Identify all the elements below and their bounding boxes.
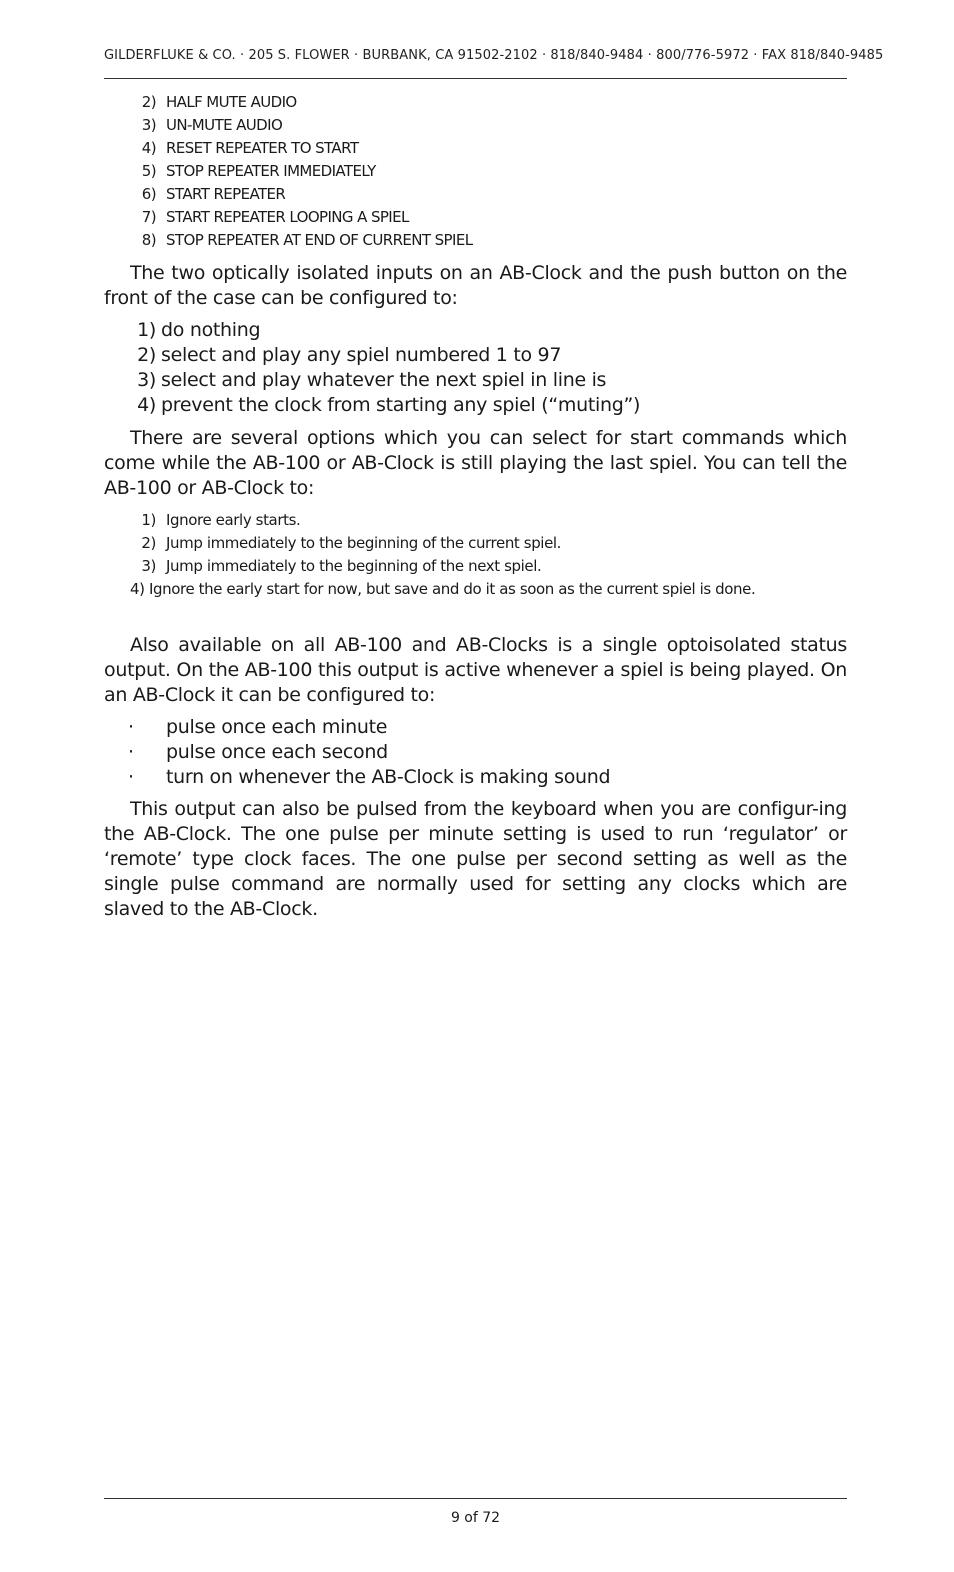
header-rule bbox=[104, 78, 847, 79]
bullet: · bbox=[128, 716, 134, 738]
item-number: 2) bbox=[141, 93, 156, 111]
paragraph-pulse: This output can also be pulsed from the keyboard when you are configur-ing the AB-Clock. The one pulse per minute setting is used to run ‘regulator’ or ‘remote’ type clock faces. The one pulse per second setting as well as the single pulse command are normally used for setting any clocks which are slaved to the AB-Clock. bbox=[104, 798, 847, 920]
list-item bbox=[104, 183, 847, 206]
item-text: select and play whatever the next spiel in line is bbox=[161, 369, 607, 391]
command-list bbox=[104, 91, 847, 252]
item-text: START REPEATER bbox=[166, 185, 286, 203]
list-item bbox=[104, 137, 847, 160]
list-item bbox=[104, 509, 847, 532]
list-item bbox=[104, 318, 847, 343]
list-item bbox=[104, 740, 847, 765]
item-text: STOP REPEATER AT END OF CURRENT SPIEL bbox=[166, 231, 473, 249]
page-number: 9 of 72 bbox=[450, 1510, 501, 1526]
list-item bbox=[104, 765, 847, 790]
item-text: prevent the clock from starting any spiel (“muting”) bbox=[161, 394, 641, 416]
page-header: GILDERFLUKE & CO. · 205 S. FLOWER · BURBANK, CA 91502-2102 · 818/840-9484 · 800/776-5972 · FAX 818/840-9485 bbox=[104, 48, 884, 63]
paragraph-start-options: There are several options which you can select for start commands which come while the AB-100 or AB-Clock is still playing the last spiel. You can tell the AB-100 or AB-Clock to: bbox=[104, 427, 847, 499]
item-number: 3) bbox=[141, 116, 156, 134]
item-text: Ignore the early start for now, but save and do it as soon as the current spiel is done. bbox=[148, 580, 756, 598]
list-item bbox=[104, 393, 847, 418]
paragraph-inputs: The two optically isolated inputs on an AB-Clock and the push button on the front of the case can be configured to: bbox=[104, 262, 847, 309]
item-text: turn on whenever the AB-Clock is making sound bbox=[166, 766, 611, 788]
item-number: 7) bbox=[141, 208, 156, 226]
item-number: 3) bbox=[137, 369, 156, 391]
early-start-options-list bbox=[104, 509, 847, 601]
item-number: 2) bbox=[137, 344, 156, 366]
item-text: pulse once each second bbox=[166, 741, 388, 763]
item-text: UN-MUTE AUDIO bbox=[166, 116, 283, 134]
document-page bbox=[104, 0, 884, 1572]
list-item bbox=[104, 532, 847, 555]
footer-rule bbox=[104, 1498, 847, 1499]
item-number: 1) bbox=[137, 319, 156, 341]
list-item bbox=[104, 555, 847, 578]
item-text: STOP REPEATER IMMEDIATELY bbox=[166, 162, 376, 180]
item-number: 2) bbox=[141, 534, 156, 552]
list-item bbox=[104, 578, 847, 601]
item-text: START REPEATER LOOPING A SPIEL bbox=[166, 208, 409, 226]
item-text: Ignore early starts. bbox=[166, 511, 301, 529]
item-number: 4) bbox=[141, 139, 156, 157]
input-options-list bbox=[104, 318, 847, 418]
item-text: HALF MUTE AUDIO bbox=[166, 93, 297, 111]
bullet: · bbox=[128, 741, 134, 763]
item-text: RESET REPEATER TO START bbox=[166, 139, 359, 157]
list-item bbox=[104, 91, 847, 114]
item-number: 4) bbox=[130, 580, 145, 598]
status-output-list bbox=[104, 715, 847, 790]
item-number: 6) bbox=[141, 185, 156, 203]
list-item bbox=[104, 114, 847, 137]
bullet: · bbox=[128, 766, 134, 788]
list-item bbox=[104, 229, 847, 252]
item-text: do nothing bbox=[161, 319, 261, 341]
list-item bbox=[104, 368, 847, 393]
list-item bbox=[104, 343, 847, 368]
item-number: 8) bbox=[141, 231, 156, 249]
item-number: 3) bbox=[141, 557, 156, 575]
item-text: Jump immediately to the beginning of the current spiel. bbox=[166, 534, 562, 552]
list-item bbox=[104, 206, 847, 229]
paragraph-status-output: Also available on all AB-100 and AB-Clocks is a single optoisolated status output. On the AB-100 this output is active whenever a spiel is being played. On an AB-Clock it can be configured to: bbox=[104, 634, 847, 706]
item-number: 5) bbox=[141, 162, 156, 180]
item-text: pulse once each minute bbox=[166, 716, 388, 738]
item-text: Jump immediately to the beginning of the next spiel. bbox=[166, 557, 542, 575]
list-item bbox=[104, 715, 847, 740]
item-number: 4) bbox=[137, 394, 156, 416]
list-item bbox=[104, 160, 847, 183]
item-text: select and play any spiel numbered 1 to 97 bbox=[161, 344, 562, 366]
item-number: 1) bbox=[141, 511, 156, 529]
